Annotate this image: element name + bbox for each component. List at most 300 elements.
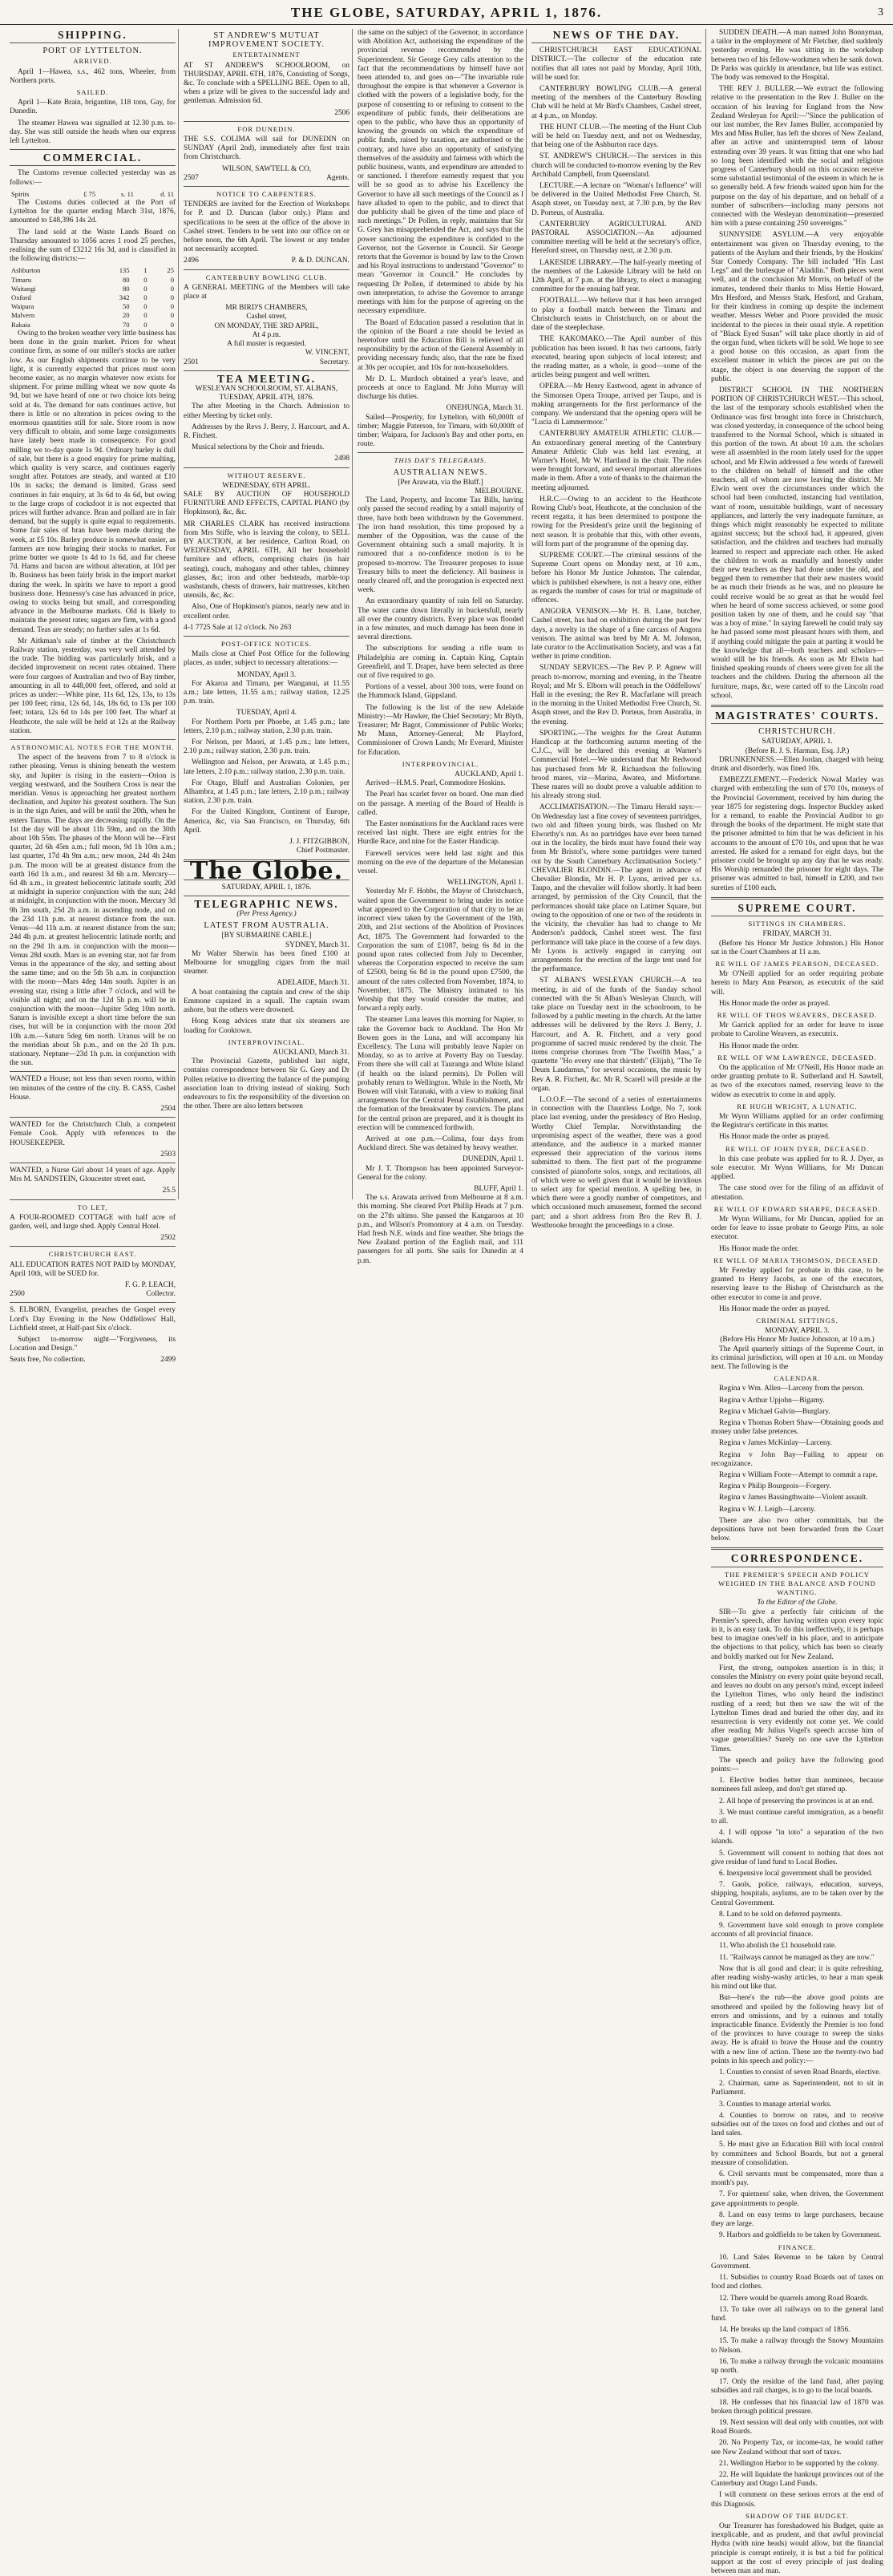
case-heading: RE WILL OF THOS WEAVERS, DECEASED. xyxy=(717,1010,878,1019)
dateline: BLUFF, April 1. xyxy=(474,1184,523,1193)
list-item: 5. Government will consent to nothing that does not give residue of land fund to Local Bodies. xyxy=(711,1849,883,1866)
source-note: [Per Arawata, via the Bluff.] xyxy=(398,478,483,487)
budget-heading: SHADOW OF THE BUDGET. xyxy=(746,2511,849,2520)
court-text: His Honor made the order. xyxy=(719,1041,799,1050)
list-item: 8. Land to be sold on deferred payments. xyxy=(719,1910,842,1919)
table-cell: £ 75 xyxy=(83,189,96,198)
ad-elborn-subject: Subject to-morrow night—"Forgiveness, its Location and Design." xyxy=(10,1336,176,1353)
divider xyxy=(184,186,350,187)
list-item: 19. Next session will deal only with counties, not with Road Boards. xyxy=(711,2418,883,2436)
table-cell: Timaru xyxy=(11,275,31,284)
divider xyxy=(184,370,350,371)
ad-signature: W. VINCENT, xyxy=(305,349,350,358)
table-cell: 0 xyxy=(170,320,174,329)
news-item: The Easter nominations for the Auckland races were received last night. There are eight entries for the Hurdle Race, and nine for the Easter Handicap. xyxy=(358,820,523,847)
table-row xyxy=(10,321,176,330)
post-signature: J. J. FITZGIBBON, xyxy=(289,838,350,847)
table-cell: 80 xyxy=(123,284,130,293)
divider xyxy=(10,1071,176,1072)
table-row xyxy=(10,190,176,199)
dateline: SYDNEY, March 31. xyxy=(285,940,350,949)
ad-heading-carpenters: NOTICE TO CARPENTERS. xyxy=(216,190,317,199)
case-heading: RE WILL OF JOHN DYER, DECEASED. xyxy=(725,1144,870,1153)
table-cell: Oxford xyxy=(11,293,31,302)
column-rule xyxy=(705,29,706,1199)
post-role: Chief Postmaster. xyxy=(296,847,350,855)
list-item: 10. Land Sales Revenue to be taken by Central Government. xyxy=(711,2253,883,2271)
table-row xyxy=(10,293,176,302)
news-item: ACCLIMATISATION.—The Timaru Herald says:—On Wednesday last a fine covey of seventeen partridges, two old and fifteen young birds, was flushed on Mr Elworthy's run. As no partridges have ever been turned out in the locality, the birds must have found their way from Mr Bristol's, where some partridges were turned out by the South Canterbury Acclimatisation Society." CHEVALIER BLONDIN.—The agent in advance of Chevalier Blondin, Mr H. P. Lyons, arrived per s.s. Taupo, and the chevalier will follow shortly. It had been arranged, by permission of the City Council, that the performances should take place on Latimer Square, but owing to the opposition of one or two of the residents in the vicinity, the chevalier has had to change to Mr Anderson's paddock, Cashel street west. The first performance will take place in the course of a few days. Mr Lyons is actively engaged in carrying out arrangements for the erection of the large tent used for the performance. xyxy=(531,803,701,974)
ad-wanted-house: WANTED a House; not less than seven rooms, within ten minutes of the centre of the city. B. CASS, Cashel House. xyxy=(10,1075,176,1102)
divider xyxy=(711,1547,883,1550)
ad-education-rates: ALL EDUCATION RATES NOT PAID by MONDAY, April 10th, will be SUED for. xyxy=(10,1260,176,1278)
table-cell: 0 xyxy=(143,275,147,284)
ad-colima: THE S.S. COLIMA will sail for DUNEDIN on SUNDAY (April 2nd), immediately after first train from Christchurch. xyxy=(184,135,350,162)
ad-auction-text: MR CHARLES CLARK has received instructions from Mrs Stiffe, who is leaving the colony, to SELL BY AUCTION, at her residence, Carlton Road, on WEDNESDAY, APRIL 6TH, All her household furniture and effects, comprising chairs (in hair seating), couch, mahogany and other tables, chimney glasses, &c; iron and other bedsteads, marble-top washstands, chests of drawers, hair mattresses, kitchen utensils, &c, &c. xyxy=(184,520,350,601)
column-rule xyxy=(352,29,353,1199)
letter-text: The speech and policy have the following good points:— xyxy=(711,1756,883,1773)
court-bench: (Before R. J. S. Harman, Esq. J.P.) xyxy=(745,746,850,755)
ad-number: 2498 xyxy=(334,455,350,463)
news-item: The Pearl has scarlet fever on board. One man died on the passage. A meeting of the Board of Health is called. xyxy=(358,791,523,817)
table-cell: 0 xyxy=(143,302,147,311)
ad-bowling: A GENERAL MEETING of the Members will take place at xyxy=(184,283,350,301)
ad-footer xyxy=(184,257,350,265)
ad-heading-christchurch-east: CHRISTCHURCH EAST. xyxy=(48,1250,137,1259)
list-item: 1. Counties to consist of seven Road Boards, elective. xyxy=(719,2068,881,2077)
list-item: Regina v Michael Galvin—Burglary. xyxy=(719,1407,830,1416)
case-heading: RE WILL OF WM LAWRENCE, DECEASED. xyxy=(717,1053,877,1062)
news-item: Sailed—Prosperity, for Lyttelton, with 60,000ft of timber; Maggie Paterson, for Timaru, with 60,000ft of timber; Waipara, for Jackson's Bay and other ports, en route. xyxy=(358,413,523,449)
news-item: SUNDAY SERVICES.—The Rev P. P. Agnew will preach to-morrow, morning and evening, in the Theatre Royal; and Mr S. Elborn will preach in the Oddfellows' Hall in the evening; the Rev R. Macfarlane will preach in the morning in the United Methodist Free Church, St. Asaph street, and the Rev D. Porteus, from Australia, in the evening. xyxy=(531,664,701,726)
ad-signature: P. & D. DUNCAN. xyxy=(291,257,350,265)
case-heading: RE WILL OF JAMES PEARSON, DECEASED. xyxy=(715,959,879,968)
list-item: Regina v William Foote—Attempt to commit a rape. xyxy=(719,1471,878,1480)
ad-entertainment: AT ST ANDREW'S SCHOOLROOM, on THURSDAY, APRIL 6TH, 1876, Consisting of Songs, &c. To conclude with a SPELLING BEE. Open to all, when a prize will be given to the successful lady and gentleman. Admission 6d. xyxy=(184,61,350,106)
ad-number: 2502 xyxy=(160,1234,176,1243)
ad-auction-title: SALE BY AUCTION OF HOUSEHOLD FURNITURE AND EFFECTS, CAPITAL PIANO (by Hopkinson), &c, &c. xyxy=(184,490,350,517)
list-item: Regina v John Bay—Failing to appear on recognizance. xyxy=(711,1450,883,1468)
table-cell: 0 xyxy=(170,311,174,320)
finance-heading: FINANCE. xyxy=(778,2242,817,2251)
news-item: The steamer Luna leaves this morning for Napier, to take the Governor back to Auckland. The Hon Mr Bowen goes in the Luna, and will accompany his Excellency. The Luna will probably leave Napier on Monday, so as to arrive at Poverty Bay on Tuesday. From there she will call at Tauranga and White Island (if health on the island permits). Dr Pollen will probably return to Wellington. While in the North, Mr Bowen will visit Taranaki, with a view to making final arrangements for the Central Penal Establishment, and the formation of the breakwater by convicts. The plans for the central prison are prepared, and it is thought its erection will be commenced forthwith. xyxy=(358,1016,523,1132)
ad-number: 25.5 xyxy=(162,1187,176,1195)
column-2 xyxy=(184,29,350,1199)
list-item: 2. Chairman, same as Superintendent, not to sit in Parliament. xyxy=(711,2080,883,2097)
list-item: 11. Who abolish the £1 household rate. xyxy=(719,1942,837,1951)
section-heading-commercial: COMMERCIAL. xyxy=(42,152,143,164)
news-item: The following is the list of the new Adelaide Ministry:—Mr Hawker, the Chief Secretary; Mr Blyth, Treasurer; Mr Bagot, Commissioner of Public Works; Mr Mann, Attorney-General; Mr Playford, Commissioner of Crown Lands; Mr Everard, Minister for Education. xyxy=(358,703,523,757)
ad-auction-footer: 4-1 7725 Sale at 12 o'clock. No 263 xyxy=(184,623,292,632)
court-text: Mr Wynn Williams, for Mr Duncan, applied for an order for leave to issue probate to George Pitts, as sole executor. xyxy=(711,1215,883,1242)
column-3 xyxy=(358,29,523,1265)
court-date: MONDAY, APRIL 3. xyxy=(765,1327,830,1336)
list-item: 8. Land on easy terms to large purchasers, because they are large. xyxy=(711,2210,883,2229)
calendar-heading: CALENDAR. xyxy=(774,1374,821,1383)
issue-date: SATURDAY, APRIL 1, 1876. xyxy=(221,883,312,892)
bad-points-list xyxy=(711,2068,883,2240)
table-cell: 50 xyxy=(123,302,130,311)
list-item: Regina v Philip Bourgeois—Forgery. xyxy=(719,1482,831,1491)
news-item: An extraordinary quantity of rain fell on Saturday. The water came down literally in bucketsfull, nearly all over the country districts. Every place was flooded in a few minutes, and much damage has been done in several directions. xyxy=(358,597,523,642)
divider xyxy=(10,1302,176,1303)
court-text: On the application of Mr O'Neill, His Honor made an order granting probate to R. Sutherland and H. Sawtell, as two of the executors named, reserving leave to the widow as executrix to come in and apply. xyxy=(711,1063,883,1099)
list-item: 6. Inexpensive local government shall be provided. xyxy=(719,1869,873,1878)
column-1 xyxy=(10,29,176,1365)
letter-text: First, the strong, outspoken assertion is in this; it consoles the Ministry on every point quite beyond recall, and leaves no doubt on any person's mind, except indeed the Lyttelton Times, who only heard the indistinct rustling of a reed; but then we saw the wit of the Lyttelton Times dead and buried the other day, and its resurrection is very evidently not come yet. We could after reading Mr Julius Vogel's speech accuse him of vague generalities? Surely no one save the Lyttelton Times. xyxy=(711,1664,883,1753)
table-cell: Waitangi xyxy=(11,284,36,293)
table-cell: 1 xyxy=(143,266,147,275)
divider xyxy=(184,636,350,637)
table-cell: 0 xyxy=(170,284,174,293)
news-item: L.O.O.F.—The second of a series of entertainments in connection with the Dauntless Lodge, No 7, took place last evening, under the presidency of Bro Heslop, Worthy Chief Templar. Notwithstanding the unpromising aspect of the weather, there was a good attendance, and the audience in a marked manner expressed their appreciation of the various items submitted to them. The first part of the programme consisted of pianoforte solos, songs, and recitations, all of which were so well given that it would be invidious to select any for special mention. A spelling bee, in which there were a goodly number of competitors, and which occasioned much amusement, formed the second part; and a short address from Bro the Rev B. J. Westbrooke brought the proceedings to a close. xyxy=(531,1095,701,1230)
divider xyxy=(711,705,883,707)
divider xyxy=(10,739,176,740)
news-item: FOOTBALL.—We believe that it has been arranged to play a football match between the Timaru and Christchurch teams in Christchurch, on or about the date of the steeplechase. xyxy=(531,297,701,333)
divider xyxy=(711,723,883,724)
list-item: 17. Only the residue of the land fund, after paying subsidies and rail charges, is to go to the local boards. xyxy=(711,2378,883,2396)
table-cell: Ashburton xyxy=(11,266,41,275)
news-item: Mr Walter Sherwin has been fined £100 at Melbourne for smuggling cigars from the mail steamer. xyxy=(184,949,350,977)
table-cell: 0 xyxy=(170,293,174,302)
produce-report: Owing to the broken weather very little business has been done in the grain market. Prices for wheat continue firm, as some of our miller's stocks are rather low. As our English shipments continue to be very light, it is currently expected that prices must soon become easier, as no margin whatever now exists for shipment. For prime milling wheat we now quote 4s 9d, but we have heard of one or two choice lots being sold at 4s. The demand for oats continues active, but there is little or no alteration in prices owing to the enormous quantities still for sale. Store room is now very difficult to obtain, and some large consignments have lately been made in consequence. For good milling we to-day quote 1s 9d. Ordinary barley is dull of sale, but there is a good enquiry for prime malting, which quality is very scarce, and continues eagerly sought after. Potatoes are steady, and wanted at £10 10s in sacks; the demand is limited. Grass seed continues in fair enquiry, at 3s 6d to 4s 6d, but owing to the large crops of cocksfoot it is not expected that prices will further advance. Bran and pollard are in fair demand, but the supply is quite equal to requirements. Some fair sales of bran have been made during the week, at £5 10s. Barley produce is somewhat easier, as farmers are now bringing their stocks to market. For prime butter we quote 1s 4d to 1s 6d, and for cheese 7d. Hams and bacon are without alteration, at 10d per lb. Business has been fairly brisk in the import market during the week. In spirits we have to report a good business done. Hennessy's case has advanced in price, owing to stocks being but small, and corresponding advance in the Melbourne markets. Old is likely to maintain the present rates; sugars are firm, with a good demand. Teas are steady; no further sales at 1s 6d. xyxy=(10,329,176,634)
list-item: 11. Subsidies to country Road Boards out of taxes on food and clothes. xyxy=(711,2274,883,2291)
divider xyxy=(184,467,350,468)
chambers-heading: SITTINGS IN CHAMBERS. xyxy=(748,920,847,928)
news-item: CANTERBURY AMATEUR ATHLETIC CLUB.—An extraordinary general meeting of the Canterbury Amateur Athletic Club was held last evening, at Warner's Hotel, Mr W. Hartland in the chair. The rules were brought forward, and several important alterations made in them. After a vote of thanks to the chairman the meeting adjourned. xyxy=(531,430,701,492)
news-item: THE REV J. BULLER.—We extract the following relative to the presentation to the Rev J. Buller on the occasion of his leaving for England from the New Zealand Wesleyan for April:—"Since the publication of our last number, the Rev James Buller, accompanied by Mrs and Miss Buller, has left the shores of New Zealand, after an active and uninterrupted term of labour extending over 39 years. It was fitting that one who had so long been identified with the social and religious progress of Canterbury should on this occasion receive some substantial testimonial of the esteem in which he is so generally held. A few friends waited upon him for the purpose on the day of his departure, and on behalf of a number of subscribers—including many persons not connected with the Wesleyan denomination—presented him with a purse containing 250 sovereigns." xyxy=(711,85,883,228)
table-row xyxy=(10,276,176,285)
table-cell: Spirits xyxy=(11,189,30,198)
arrivals-text: April 1—Hawea, s.s., 462 tons, Wheeler, from Northern ports. xyxy=(10,67,176,85)
ad-auction-date: WEDNESDAY, 6TH APRIL. xyxy=(222,481,311,490)
list-item: 11. "Railways cannot be managed as they are now." xyxy=(719,1953,875,1962)
divider xyxy=(10,149,176,150)
divider xyxy=(10,42,176,43)
list-item: 13. To take over all railways on to the general land fund. xyxy=(711,2305,883,2323)
ad-role: Secretary. xyxy=(319,358,350,366)
list-item: 22. He will liquidate the bankrupt provinces out of the Canterbury and Otago Land Funds. xyxy=(711,2470,883,2489)
court-text: Mr Wynn Williams applied for an order confirming the Registrar's certificate in this matter. xyxy=(711,1112,883,1130)
list-item: 7. Gaols, police, railways, education, surveys, shipping, hospitals, asylums, are to be taken over by the Central Government. xyxy=(711,1881,883,1907)
cable-note: [BY SUBMARINE CABLE.] xyxy=(221,932,312,940)
ad-tea-date: TUESDAY, APRIL 4TH, 1876. xyxy=(219,394,314,402)
news-item: LAKESIDE LIBRARY.—The half-yearly meeting of the members of the Lakeside Library will be held on 12th April, at 7 p.m. at the library, to elect a managing committee for the ensuing half year. xyxy=(531,258,701,294)
dateline: ADELAIDE, March 31. xyxy=(277,979,350,988)
court-text: His Honor made the order as prayed. xyxy=(719,1133,830,1142)
table-row xyxy=(10,311,176,320)
list-item: 18. He confesses that his financial law of 1870 was broken through political pressure. xyxy=(711,2398,883,2416)
dateline: AUCKLAND, March 31. xyxy=(273,1048,350,1057)
list-item: 9. Government have sold enough to prove complete accounts of all provincial finance. xyxy=(711,1922,883,1939)
court-text: Mr Fereday applied for probate in this case, to be granted to Henry Jacobs, as one of the executors, reserving leave to the Bishop of Christchurch as the other executor to come in and prove. xyxy=(711,1267,883,1302)
good-points-list xyxy=(711,1777,883,1963)
dateline: AUCKLAND, April 1. xyxy=(455,770,523,779)
post-text: For Nelson, per Maori, at 1.45 p.m.; late letters, 2.10 p.m.; railway station, 2.30 p.m. train. xyxy=(184,738,350,756)
letter-text: SIR—To give a perfectly fair criticism of the Premier's speech, after having written upon every topic in it, is an easy task. To do this ineffectively, it is perhaps best to imagine ones'self in his place, and to anticipate the objections to that policy, which has been so clearly and boldly marked out for New Zealand. xyxy=(711,1607,883,1661)
list-item: 21. Wellington Harbor to be supported by the colony. xyxy=(719,2459,879,2468)
post-day: TUESDAY, April 4. xyxy=(236,709,297,718)
timber-sale-report: Mr Aitkman's sale of timber at the Christchurch Railway station, yesterday, was very well attended by the trade. The bidding was particularly brisk, and a decided improvement on recent rates obtained. There were four cargoes of Australian and two of Bay timber, amounting in all to 448,000 feet, offered, and sold at prices as under:—White pine, 11s 6d, 12s, 13s, to 13s per 100 feet; rimu, 12s 6d, 14s, 18s 6d, to 13s per 100 feet; totara, 12s 6d to 14s per 100 feet. The wharf at Heathcote, the sale will be held at 12s at the Railway station. xyxy=(10,637,176,735)
dateline: WELLINGTON, April 1. xyxy=(447,879,523,888)
table-cell: 70 xyxy=(123,320,130,329)
post-text: For Akaroa and Timaru, per Wanganui, at 11.55 a.m.; late letters, 11.55 a.m.; railway station, 12.25 p.m. train. xyxy=(184,679,350,706)
table-cell: 135 xyxy=(119,266,130,275)
ad-number: 2496 xyxy=(184,257,199,265)
court-date: SATURDAY, APRIL 1. xyxy=(762,738,833,746)
customs-text: The Customs revenue collected yesterday was as follows:— xyxy=(10,169,176,187)
table-cell: 0 xyxy=(143,311,147,320)
divider xyxy=(184,121,350,122)
court-text: Mr O'Neill applied for an order requiring probate herein to Mary Ann Pearson, as executrix of the said will. xyxy=(711,970,883,997)
court-location: CHRISTCHURCH. xyxy=(758,727,836,737)
news-item: Yesterday Mr F. Hobbs, the Mayor of Christchurch, waited upon the Government to bring under its notice what appeared to the Corporation of that city to be an incorrect view taken by the Government of the 19th, 20th, and 21st sections of the Abolition of Provinces Act, 1875. The Government had forwarded to the Corporation the sum of £1087, being 6s 8d in the pound upon rates collected from July to December, whereas the Corporation expected to receive the sum of £2500, being 6s 8d in the pound upon £7500, the amount of the rates collected from November, 1874, to November, 1875. The Ministry intimated to his Worship that they would consider the matter, and forward a reply early. xyxy=(358,888,523,1013)
divider xyxy=(10,1117,176,1118)
news-item: LECTURE.—A lecture on "Woman's Influence" will be delivered in the United Methodist Free Church, St. Asaph street, on Tuesday next, at 7.30 p.m, by the Rev D. Porteus, of Australia. xyxy=(531,182,701,217)
court-date: FRIDAY, MARCH 31. xyxy=(762,930,832,939)
letter-text: Our Treasurer has foreshadowed his Budget, quite as inexplicable, and as prudent, and that awful provincial Hydra (with nine heads) would allow, but the financial principle is corrupt entirely, it is but a bid for political support at the cost of every principle of just dealing between man and man. xyxy=(711,2521,883,2575)
ad-wanted-cook: WANTED for the Christchurch Club, a competent Female Cook. Apply with references to the HOUSEKEEPER. xyxy=(10,1121,176,1147)
land-table xyxy=(10,266,176,329)
news-item: H.R.C.—Owing to an accident to the Heathcote Rowing Club's boat, Heathcote, at the conclusion of the recent regatta, it has been determined to postpone the rowing for the President's prize until the beginning of next season. It is probable that this, with other events, will form part of the programme of the opening day. xyxy=(531,495,701,548)
news-item: The Board of Education passed a resolution that in the opinion of the Board a rate should be levied as heretofore until the Education Bill is relieved of all responsibility by the action of the General Assembly in providing necessary funds; also, that the rate be fixed at 30s per occupier, and 10s for non-householders. xyxy=(358,318,523,372)
news-item: ANGORA VENISON.—Mr H. B. Lane, butcher, Cashel street, has had on exhibition during the past few days, a novelty in the shape of a fine carcass of Angora venison. The animal was bred by Mr A. M. Johnson, late curator to the Acclimatisation Society, and was a fat wether in prime condition. xyxy=(531,608,701,661)
criminal-heading: CRIMINAL SITTINGS. xyxy=(756,1316,838,1325)
court-case: DRUNKENNESS.—Ellen Jordan, charged with being drunk and disorderly, was fined 10s. xyxy=(711,755,883,774)
court-text: In this case probate was applied for to R. J. Dyer, as sole executor. Mr Wynn Williams, for Mr Duncan applied. xyxy=(711,1155,883,1182)
news-item: Mr J. T. Thompson has been appointed Surveyor-General for the colony. xyxy=(358,1164,523,1182)
list-item: 4. I will oppose "in toto" a separation of the two islands. xyxy=(711,1829,883,1846)
post-text: Wellington and Nelson, per Arawata, at 1.45 p.m.; late letters, 2.10 p.m.; railway station, 2.30 p.m. train. xyxy=(184,758,350,776)
sailings-text: April 1—Kate Brain, brigantine, 118 tons, Gay, for Dunedin. xyxy=(10,99,176,116)
list-item: Regina v James McKinlay—Larceny. xyxy=(719,1439,833,1448)
court-text: His Honor made the order as prayed. xyxy=(719,1304,830,1313)
newspaper-title: THE GLOBE, SATURDAY, APRIL 1, 1876. xyxy=(290,5,603,20)
post-office-heading: POST-OFFICE NOTICES. xyxy=(220,639,313,648)
table-cell: s. 11 xyxy=(120,189,134,198)
list-item: Regina v Thomas Robert Shaw—Obtaining goods and money under false pretences. xyxy=(711,1419,883,1437)
column-rule xyxy=(178,29,179,1199)
news-item: Hong Kong advices state that six steamers are loading for Cooktown. xyxy=(184,1017,350,1035)
ad-wanted-nurse: WANTED, a Nurse Girl about 14 years of age. Apply Mrs M. SANDSTEIN, Gloucester street east. xyxy=(10,1166,176,1184)
news-item: the same on the subject of the Governor, in accordance with Abolition Act, authorising the expenditure of the provincial revenue recommended by the Superintendent. Sir George Grey calls attention to the fact that the recommendations by himself have not been attended to, and goes on—"The invariable rule throughout the empire is that whenever a Governor is clothed with the powers of a legislative body, for the purpose of consenting to or refusing to consent to the expenditure of public funds, their deliberations are open to the public, who have thus an opportunity of knowing the grounds on which the expenditure of public funds, raised by taxation, are authorised or the contrary, and have also an opportunity of satisfying themselves of the assiduity and fairness with which the public business, wants, and expenditure are attended to or sanctioned. I therefore earnestly request that you will be so good as to advise his Excellency the Governor to have all such meetings of the Council as I have alluded to open to the public, and to direct that due publicity shall be given of the time and place of such meetings." Dr Pollen, in reply, maintains that Sir G. Grey has misapprehended the Act, and says that the power sanctioning the expenditure is confided to the Governor, not the Governor in Council. Sir George retorts that the Governor is bound by law to the Crown and his Royal instructions to understand "Governor" to mean "Governor in Council." He concludes by requesting Dr Pollen, if determined to abide by his own interpretation, to advise the Governor to arrange meetings with him for the purpose of agreeing on the necessary expenditure. xyxy=(358,29,523,316)
ad-heading-dunedin: FOR DUNEDIN. xyxy=(237,124,296,133)
list-item: 15. To make a railway through the Snowy Mountains to Nelson. xyxy=(711,2337,883,2355)
divider xyxy=(10,165,176,166)
correspondence-heading: CORRESPONDENCE. xyxy=(730,1552,864,1565)
court-text: The April quarterly sittings of the Supreme Court, in its criminal jurisdiction, will open at 10 a.m. on Monday next. The following is the xyxy=(711,1345,883,1372)
news-item: SPORTING.—The weights for the Great Autumn Handicap at the forthcoming autumn meeting of the C.J.C., will be declared this evening at Warner's Commercial Hotel.—We understand that Mr Redwood has purchased from Mr R. Richardson the following brood mares, viz—Marina, Awatea, and Misfortune. These mares will no doubt prove a valuable addition to his already strong stud. xyxy=(531,729,701,801)
page-number: 3 xyxy=(878,6,883,18)
list-item: 20. No Property Tax, or income-tax, he would rather see New Zealand without that sort of taxes. xyxy=(711,2439,883,2457)
astro-notes: The aspect of the heavens from 7 to 8 o'clock is rather pleasing. Venus is shining beneath the western sky, and Jupiter is rising in the eastern—Orion is verging westward, and the Southern Cross is near the meridian. Venus is approaching her greatest northern declination, and Jupiter his greatest southern. The Sun is in the sign Aries, and will be until the 20th, when he enters Taurus. The days are decreasing rapidly. On the 1st the day will be about 11h 59m, and on the 30th about 10h 55m. The phases of the Moon will be—First quarter, 2d 6h 45m a.m.; full moon, 9d 1h 10m a.m.; last quarter, 17d 4h 9m a.m.; new moon, 24d 4h 24m p.m. The moon will be at greatest distance from the earth 16d 1h a.m., and nearest 3d 6h a.m. Mercury—6d 4h a.m., in greatest heliocentric latitude south; 20d at midnight in superior conjunction with the sun; 24d at midnight, in conjunction with the moon. Mercury 3d 9h 3m south, 25d 2h a.m. in ascending node, and on the 23d 11h p.m. at nearest distance from the sun. Venus—4d 11h a.m. at nearest distance from the sun; 24d 4h p.m. at greatest heliocentric latitude north; and on the 29d 1h a.m. in conjunction with the moon—Venus 28d south. Mars is an evening star, not far from Venus in the appearance of the sky, and setting about the same time; and on the 5th 5h a.m. in conjunction with the moon—Mars 4deg 14m south. Jupiter is an evening star, rising a little after 7 o'clock, and will be visible all night; and on the 12d 5h p.m. will be in conjunction with the moon—Jupiter 5deg 10m north. Saturn is invisible except a short time before the sun rises, but will be in conjunction with the moon 20d 10h a.m.—Saturn 5deg 6m north. Uranus will be on the meridian about 5h p.m., and on the 2d 1h p.m. stationary. Neptune—23d 1h p.m. in conjunction with the sun. xyxy=(10,754,176,1068)
ad-number: 2506 xyxy=(334,108,350,117)
interprovincial-heading: INTERPROVINCIAL. xyxy=(402,759,479,768)
ad-number: 2501 xyxy=(184,358,199,366)
magistrates-heading: MAGISTRATES' COURTS. xyxy=(714,710,880,722)
table-cell: 20 xyxy=(123,311,130,320)
table-cell: 80 xyxy=(123,275,130,284)
ad-to-let: A FOUR-ROOMED COTTAGE with half acre of garden, well, and large shed. Apply Central Hotel. xyxy=(10,1213,176,1231)
section-heading-shipping: SHIPPING. xyxy=(58,29,127,41)
calendar-list xyxy=(711,1385,883,1514)
ad-auction-text: Also, One of Hopkinson's pianos, nearly new and in excellent order. xyxy=(184,603,350,621)
ad-bowling-time: At 4 p.m. xyxy=(252,330,281,339)
table-row xyxy=(10,285,176,293)
list-item: Regina v Wm. Allen—Larceny from the person. xyxy=(719,1385,865,1393)
column-5 xyxy=(711,29,883,2575)
australia-heading: LATEST FROM AUSTRALIA. xyxy=(204,921,329,931)
news-item: DISTRICT SCHOOL IN THE NORTHERN PORTION OF CHRISTCHURCH WEST.—This school, the last of the temporary schools established when the Ordinance was first brought into force in Christchurch, was closed yesterday, in consequence of the school being transferred to the Normal School, which is situated in this portion of the town. At about 10 a.m. the scholars were all assembled in the room lately used for the upper school, and Mr Elwin addressed a few words of farewell to the children on behalf of himself and the other teachers, all of whom are now leaving the district. Mr Elwin went over the circumstances under which the school had been conducted, instancing bad ventilation, want of room, unsuitable buildings, want of necessary appliances, and latterly the very inadequate furniture, as things which might reasonably be expected to militate against success; but the school had, it appeared, given satisfaction, and the children and teachers had mutually learned to respect and appreciate each other. He asked the children to work as manfully and honestly under their new teachers as they had done under the old, and begged them to remember that their new masters would be as much their friends as he was, and no pleasure he could receive would be so great as that he would feel when he heard of some success achieved, or some good position taken by one of them, and he could say "that was a boy of mine." In saying farewell he could truly say he had passed some most pleasant hours with them, and if anything could mitigate the pain at parting it would be the knowledge that all—both teachers and scholars—would still be his friends. As soon as Mr Elwin had finished speaking rounds of cheers were given for all the teachers and the children. During the afternoon all the furniture, maps, &c, were carted off to the Lincoln road school. xyxy=(711,386,883,700)
column-4 xyxy=(531,29,701,1230)
table-row xyxy=(10,302,176,311)
ad-signature: F. G. P. LEACH, xyxy=(124,1281,176,1289)
divider xyxy=(711,897,883,900)
list-item: 1. Elective bodies better than nominees, because nominees fall asleep, and don't get stirred up. xyxy=(711,1777,883,1794)
telegraphic-source: (Per Press Agency.) xyxy=(236,910,297,919)
letter-address: To the Editor of the Globe. xyxy=(757,1599,838,1607)
letter-text: I will comment on these serious errors at the end of this Diagnosis. xyxy=(711,2491,883,2509)
list-item: 3. Counties to manage arterial works. xyxy=(719,2100,832,2109)
news-item: THE KAKOMAKO.—The April number of this publication has been issued. It has two cartoons, fairly executed, bearing upon subjects of local interest; and the reading matter, as a whole, is good—some of the articles being pungent and well written. xyxy=(531,335,701,380)
table-cell: Waipara xyxy=(11,302,34,311)
ad-number: 2503 xyxy=(160,1150,176,1159)
ad-tea-venue: WESLEYAN SCHOOLROOM, ST. ALBANS, xyxy=(195,384,338,393)
list-item: Regina v James Bassingthwaite—Violent assault. xyxy=(719,1494,868,1502)
news-item: Mr D. L. Murdoch obtained a year's leave, and proceeds at once to England. Mr John Murray will discharge his duties. xyxy=(358,374,523,402)
list-item: 16. To make a railway through the volcanic mountains up north. xyxy=(711,2357,883,2375)
divider xyxy=(358,452,523,453)
table-cell: 0 xyxy=(143,284,147,293)
news-item: Arrived at one p.m.—Colima, four days from Auckland direct. She was detained by heavy weather. xyxy=(358,1134,523,1153)
table-row xyxy=(10,266,176,275)
masthead xyxy=(0,0,893,25)
ad-subheading: ENTERTAINMENT xyxy=(232,51,301,59)
table-cell: 342 xyxy=(119,293,130,302)
news-of-the-day-heading: NEWS OF THE DAY. xyxy=(552,29,681,41)
table-cell: Malvern xyxy=(11,311,35,320)
list-item: Regina v W. J. Leigh—Larceny. xyxy=(719,1505,816,1514)
news-item: ST ALBAN'S WESLEYAN CHURCH.—A tea meeting, in aid of the funds of the Sunday school connected with the St Alban's Wesleyan Church, will take place on Tuesday next in the schoolroom, to be followed by a public meeting in the church. At the latter addresses will be delivered by the Revs J. Berry, J. Harcourt, and A. R. Fitchett, and a very good programme of sacred music rendered by the choir. The items comprise choruses from "The Twelfth Mass," a quartette "Ho every one that thirsteth" (Elijah), "The Te Deum Laudamus," for several occasions, the music by Rev A. R. Fitchett, &c. Mr R. Scarell will preside at the organ. xyxy=(531,977,701,1093)
letter-text: But—here's the rub—the above good points are smothered and spoiled by the following heavy list of errors and omissions, and by a ruinous and totally impracticable finance. Evidently the Premier is too fond of the provinces to have courage to sweep the sinks away. He is afraid to brave the House and the country with a new line of action. These are the twenty-two bad points in his speech and policy:— xyxy=(711,1994,883,2065)
ad-number: 2507 xyxy=(184,173,199,182)
news-item: A boat containing the captain and crew of the ship Emmone capsized in a squall. The captain swam ashore, but the others were drowned. xyxy=(184,988,350,1015)
divider xyxy=(10,1199,176,1200)
list-item: Regina v Arthur Upjohn—Bigamy. xyxy=(719,1396,825,1405)
ad-heading-bowling: CANTERBURY BOWLING CLUB. xyxy=(205,273,328,281)
news-item: The Provincial Gazette, published last night, contains correspondence between Sir G. Grey and Dr Pollen relative to diverting the balance of the pumping association loan to driving instead of sinking. Such endeavours to fix the responsibility of the diversion on the other. There are also letters between xyxy=(184,1057,350,1111)
case-heading: RE HUGH WRIGHT, A LUNATIC. xyxy=(737,1102,858,1110)
list-item: 7. For quietness' sake, when driven, the Government gave appointments to people. xyxy=(711,2190,883,2208)
news-item: The s.s. Arawata arrived from Melbourne at 8 a.m. this morning. She cleared Port Phillip Heads at 7 p.m. on the 27th ultimo. She passed the Kangaroos at 10 p.m., and Wilson's Promontory at 4 a.m. on Tuesday. Had fresh N.E. winds and fine weather. She brings the New Zealand portion of the English mail, and 111 passengers for all ports. She sails for Dunedin at 4 p.m. xyxy=(358,1194,523,1265)
ad-footer xyxy=(184,174,350,183)
ad-number: 2504 xyxy=(160,1104,176,1113)
ad-role: Agents. xyxy=(326,173,350,182)
post-day: MONDAY, April 3. xyxy=(236,670,297,679)
ad-bowling-venue: MR BIRD'S CHAMBERS, xyxy=(225,304,308,313)
australian-news-heading: AUSTRALIAN NEWS. xyxy=(393,467,488,477)
ad-tea-text: Addresses by the Revs J. Berry, J. Harcourt, and A. R. Fitchett. xyxy=(184,423,350,440)
column-rule xyxy=(526,29,527,1199)
ad-elborn: S. ELBORN, Evangelist, preaches the Gospel every Lord's Day Evening in the New Oddfellows' Hall, Lichfield street, at Half-past Six o'clock. xyxy=(10,1306,176,1332)
court-text: His Honor made the order. xyxy=(719,1244,799,1253)
telegraphic-heading: TELEGRAPHIC NEWS. xyxy=(194,897,339,910)
post-text: For Otago, Bluff and Australian Colonies, per Alhambra, at 1.45 p.m.; late letters, 2.10 p.m.; railway station, 2.30 p.m. train. xyxy=(184,778,350,806)
steamer-text: The steamer Hawea was signalled at 12.30 p.m. to-day. She was still outside the heads when our express left Lyttelton. xyxy=(10,119,176,146)
land-text: The land sold at the Waste Lands Board on Thursday amounted to 1056 acres 1 rood 25 perches, realising the sum of £3212 16s 3d, and is classified in the following districts:— xyxy=(10,228,176,264)
table-cell: 0 xyxy=(143,320,147,329)
news-item: CHRISTCHURCH EAST EDUCATIONAL DISTRICT.—The collector of the education rate notifies that all rates not paid by Monday, April 10th, will be sued for. xyxy=(531,47,701,82)
news-item: CANTERBURY BOWLING CLUB.—A general meeting of the members of the Canterbury Bowling Club will be held at Mr Bird's Chambers, Cashel street, at 4 p.m., on Monday. xyxy=(531,85,701,120)
table-cell: 0 xyxy=(170,275,174,284)
letter-title: THE PREMIER'S SPEECH AND POLICY WEIGHED IN THE BALANCE AND FOUND WANTING. xyxy=(718,1570,876,1597)
case-heading: RE WILL OF MARIA THOMSON, DECEASED. xyxy=(713,1256,881,1264)
court-bench: (Before His Honor Mr Justice Johnston, at 10 a.m.) xyxy=(720,1336,875,1345)
court-text: There are also two other committals, but the depositions have not been forwarded from the Court below. xyxy=(711,1516,883,1543)
ad-signature: WILSON, SAWTELL & CO, xyxy=(221,164,312,173)
list-item: 12. There would be quarrels among Road Boards. xyxy=(719,2294,869,2303)
dateline: DUNEDIN, April 1. xyxy=(462,1155,523,1164)
news-item: THE HUNT CLUB.—The meeting of the Hunt Club will be held on Tuesday next, and not on Wednesday, that being one of the Ashburton race days. xyxy=(531,123,701,150)
list-item: 6. Civil servants must be compensated, more than a month's pay. xyxy=(711,2170,883,2188)
label-arrived: ARRIVED. xyxy=(73,57,112,66)
ad-heading-mutuat: ST ANDREW'S MUTUAT IMPROVEMENT SOCIETY. xyxy=(208,31,325,50)
interprovincial-heading: INTERPROVINCIAL. xyxy=(228,1037,305,1046)
subheading-port: PORT OF LYTTELTON. xyxy=(42,47,143,56)
table-cell: Rakaia xyxy=(11,320,30,329)
table-cell: 0 xyxy=(170,302,174,311)
list-item: 9. Harbors and goldfields to be taken by Government. xyxy=(719,2231,882,2240)
court-text: The case stood over for the filing of an affidavit of attestation. xyxy=(711,1184,883,1202)
ad-elborn-note: Seats free, No collection. xyxy=(10,1356,86,1365)
ad-number: 2500 xyxy=(10,1290,25,1299)
news-item: SUNNYSIDE ASYLUM.—A very enjoyable entertainment was given on Thursday evening, to the patients of the Asylum and their friends, by the Hoskins' Star Comedy Company. The bill included "His Last Legs" and the burlesque of "Aladdin." Both pieces went well, and at the conclusion Mr Morris, on behalf of the inmates, tendered their thanks to Miss Hettie Howard, Mrs Hesford, and Messrs Stark, Hesford, and Graham, for their kindness in coming up despite the inclement weather. Messrs Weber and Poore provided the music incidental to the pieces in their usual style. A repetition of "Black Eyed Susan" will take place shortly in aid of the organ fund, when tickets will be sold. We hope to see a good house on this occasion, as apart from the excellent manner in which the pieces are put on the stage, the object is one deserving the support of the public. xyxy=(711,231,883,383)
dateline: ONEHUNGA, March 31. xyxy=(446,404,523,413)
ad-bowling-date: ON MONDAY, THE 3RD APRIL, xyxy=(214,321,319,330)
news-item: ST. ANDREW'S CHURCH.—The services in this church will be conducted to-morrow evening by the Rev Archibald Campbell, from Queensland. xyxy=(531,152,701,179)
ad-bowling-note: A full muster is requested. xyxy=(227,340,306,349)
ad-tenders: TENDERS are invited for the Erection of Workshops for P. and D. Duncan (labor only.) Plans and specifications to be seen at the office of the above in Cashel street. Tenders to be sent into our office on or before noon, the 6th April. The lowest or any tender not necessarily accepted. xyxy=(184,200,350,254)
ad-footer xyxy=(10,1356,176,1365)
news-item: Farewell services were held last night and this morning on the eve of the departure of the Melanesian vessel. xyxy=(358,849,523,876)
ad-heading-reserve: WITHOUT RESERVE. xyxy=(227,471,306,479)
post-text: For Northern Ports per Phoebe, at 1.45 p.m.; late letters, 2.10 p.m.; railway station, 2.30 p.m. train. xyxy=(184,718,350,735)
post-text: Mails close at Chief Post Office for the following places, as under, subject to necessary alterations:— xyxy=(184,650,350,668)
court-text: Mr Garrick applied for an order for leave to issue probate to Caroline Weavers, as executrix. xyxy=(711,1021,883,1039)
case-heading: RE WILL OF EDWARD SHARPE, DECEASED. xyxy=(713,1204,881,1213)
ad-role: Collector. xyxy=(146,1290,176,1299)
post-text: For the United Kingdom, Continent of Europe, America, &c, via San Francisco, on Thursday, 6th April. xyxy=(184,808,350,835)
news-item: OPERA.—Mr Henry Eastwood, agent in advance of the Simonsen Opera Troupe, arrived per Taupo, and is making arrangements for the first performance of the company. We understand that the opening opera will be "Lucia di Lammermoor." xyxy=(531,382,701,427)
customs-table xyxy=(10,190,176,199)
news-item: The subscriptions for sending a rifle team to Philadelphia are coming in. Captain King, Captain Greenfield, and T. Draper, have been selected as three out of five required to go. xyxy=(358,645,523,681)
supreme-court-heading: SUPREME COURT. xyxy=(737,901,857,914)
table-cell: 0 xyxy=(143,293,147,302)
globe-nameplate: The Globe. xyxy=(189,857,344,886)
divider xyxy=(10,1246,176,1247)
table-cell: d. 11 xyxy=(160,189,174,198)
ad-bowling-street: Cashel street, xyxy=(246,313,287,321)
news-item: Portions of a vessel, about 300 tons, were found on the Hummock Island, Gippsland. xyxy=(358,683,523,701)
list-item: 4. Counties to borrow on rates, and to receive subsidies out of the taxes on food and clothes and out of land sales. xyxy=(711,2111,883,2138)
court-text: (Before his Honor Mr Justice Johnston.) His Honor sat in the Court Chambers at 11 a.m. xyxy=(711,939,883,956)
table-cell: 25 xyxy=(167,266,174,275)
news-item: CANTERBURY AGRICULTURAL AND PASTORAL ASSOCIATION.—An adjourned committee meeting will be held at the secretary's office, Hereford street, on Thursday next, at 2.30 p.m. xyxy=(531,220,701,256)
news-item: Arrived—H.M.S. Pearl, Commodore Hoskins. xyxy=(366,779,506,788)
todays-telegrams-heading: THIS DAY'S TELEGRAMS. xyxy=(394,456,487,465)
court-text: His Honor made the order as prayed. xyxy=(719,999,830,1008)
ad-tea-text: The after Meeting in the Church. Admission to either Meeting by ticket only. xyxy=(184,402,350,420)
